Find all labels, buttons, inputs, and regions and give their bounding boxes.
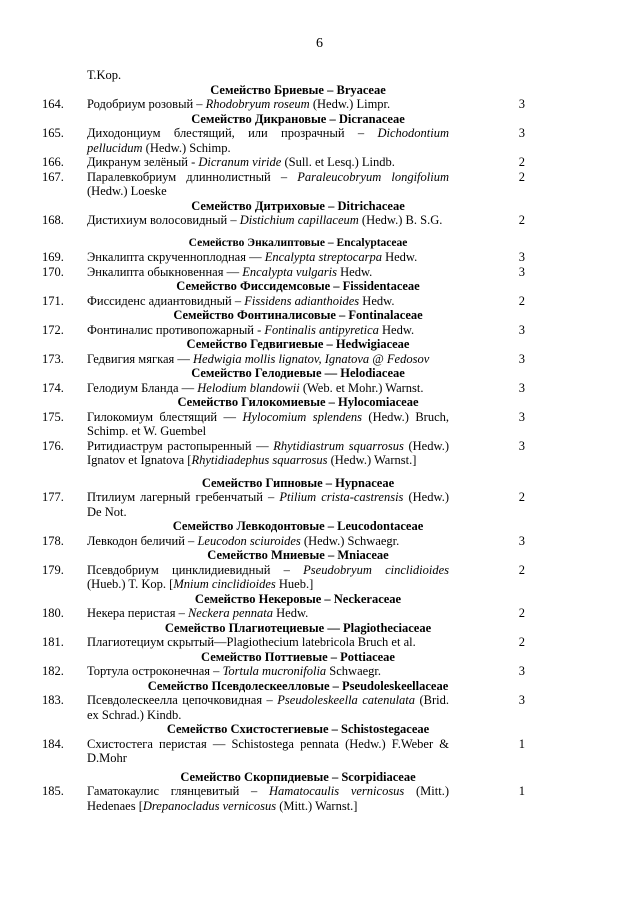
text-run: Плагиотециум скрытый—Plagiothecium latebricola Bruch et al. bbox=[87, 635, 416, 649]
family-heading: Семейство Левкодонтовые – Leucodontaceae bbox=[172, 519, 424, 533]
entry-number: 169. bbox=[42, 250, 64, 264]
species-name bbox=[87, 606, 449, 621]
latin-name: Fissidens adianthoides bbox=[244, 293, 360, 308]
species-entry bbox=[0, 352, 639, 367]
species-name bbox=[87, 250, 449, 265]
text-run: (Hedw.) Limpr. bbox=[309, 97, 391, 111]
category-value: 3 bbox=[518, 664, 525, 678]
latin-name: Pseudoleskeella catenulata bbox=[277, 693, 416, 707]
species-entry bbox=[0, 490, 639, 519]
text-run: Фиссиденс адиантовидный – bbox=[87, 293, 245, 308]
family-heading: Семейство Гипновые – Hypnaceae bbox=[201, 475, 395, 490]
species-entry bbox=[0, 410, 639, 439]
text-run: (Hedw.) Schimp. bbox=[142, 140, 231, 155]
category-value: 3 bbox=[518, 126, 525, 140]
category-value: 2 bbox=[518, 562, 525, 577]
text-run: Схистостега перистая — Schistostega pennata (Hedw.) F.Weber & D.Mohr bbox=[87, 736, 449, 765]
text-run: Энкалипта скрученноплодная — bbox=[87, 250, 265, 264]
family-heading: Семейство Гелодиевые — Helodiaceae bbox=[191, 366, 405, 380]
text-run: Диходонциум блестящий, или прозрачный – bbox=[87, 126, 378, 140]
species-entry bbox=[0, 155, 639, 170]
entry-number: 165. bbox=[42, 126, 64, 140]
species-name bbox=[87, 352, 449, 367]
category-value: 3 bbox=[518, 250, 525, 264]
text-run: (Mitt.) Warnst.] bbox=[276, 798, 358, 813]
family-heading: Семейство Фонтиналисовые – Fontinalaceae bbox=[173, 308, 423, 322]
spacer bbox=[0, 228, 639, 236]
species-name bbox=[87, 784, 449, 813]
text-run: Дистихиум волосовидный – bbox=[87, 213, 240, 227]
latin-name: Mnium cinclidioides bbox=[173, 577, 276, 591]
species-entry bbox=[0, 323, 639, 338]
latin-name: Dichodontium pellucidum bbox=[87, 126, 449, 155]
species-name bbox=[87, 381, 449, 396]
text-run: Паралевкобриум длиннолистный – bbox=[87, 169, 298, 184]
latin-name: Ptilium crista-castrensis bbox=[279, 490, 404, 504]
text-run: Энкалипта обыкновенная — bbox=[87, 264, 243, 279]
text-run: (Hedw.) Loeske bbox=[87, 184, 167, 198]
category-value: 3 bbox=[518, 97, 525, 111]
entry-number: 168. bbox=[42, 213, 64, 227]
species-entry bbox=[0, 170, 639, 199]
text-run: (Hedw.) Warnst.] bbox=[327, 453, 417, 467]
spacer bbox=[0, 468, 639, 476]
category-value: 2 bbox=[518, 293, 525, 308]
entry-number: 183. bbox=[42, 693, 64, 707]
species-name bbox=[87, 410, 449, 439]
category-value: 3 bbox=[518, 533, 525, 548]
entry-number: 182. bbox=[42, 664, 64, 678]
category-value: 3 bbox=[518, 264, 525, 279]
family-heading: Семейство Псевдолескеелловые – Pseudoleskeellaceae bbox=[147, 678, 449, 693]
text-run: (Sull. et Lesq.) Lindb. bbox=[281, 155, 395, 169]
text-run: (Hedw.) Schwaegr. bbox=[300, 533, 400, 548]
text-run: Фонтиналис противопожарный - bbox=[87, 322, 265, 337]
text-run: (Hedw.) Bruch, Schimp. et W. Guembel bbox=[87, 409, 449, 438]
entry-number: 170. bbox=[42, 264, 64, 279]
species-name bbox=[87, 490, 449, 519]
text-run: Гедвигия мягкая — bbox=[87, 351, 194, 366]
family-heading: Семейство Схистостегиевые – Schistostegaceae bbox=[166, 722, 430, 736]
species-entry bbox=[0, 265, 639, 280]
family-heading: Семейство Мниевые – Mniaceae bbox=[207, 548, 389, 562]
text-run: Родобриум розовый – bbox=[87, 97, 206, 111]
species-name bbox=[87, 170, 449, 199]
entry-number: 171. bbox=[42, 293, 64, 308]
species-entry bbox=[0, 563, 639, 592]
species-entry bbox=[0, 126, 639, 155]
text-run: (Mitt.) Hedenaes [ bbox=[87, 784, 449, 813]
category-value: 2 bbox=[518, 606, 525, 620]
species-entry bbox=[0, 606, 639, 621]
latin-name: Drepanocladus vernicosus bbox=[142, 798, 277, 813]
text-run: Hedw. bbox=[381, 250, 418, 264]
species-name bbox=[87, 563, 449, 592]
latin-name: Encalypta streptocarpa bbox=[264, 250, 382, 264]
text-run: Некера перистая – bbox=[87, 606, 188, 620]
species-entry bbox=[0, 693, 639, 722]
text-run: Hedw. bbox=[337, 264, 373, 279]
family-heading: Семейство Плагиотециевые — Plagiotheciaceae bbox=[164, 620, 432, 635]
entry-number: 166. bbox=[42, 155, 64, 169]
latin-name: Rhytidiastrum squarrosus bbox=[273, 438, 404, 453]
category-value: 3 bbox=[518, 322, 525, 337]
category-value: 2 bbox=[518, 169, 525, 184]
species-name bbox=[87, 294, 449, 309]
entry-number: 180. bbox=[42, 606, 64, 620]
category-value: 2 bbox=[518, 213, 525, 227]
entry-number: 179. bbox=[42, 562, 64, 577]
text-run: (Hedw.) B. S.G. bbox=[358, 213, 443, 227]
latin-name: Tortula mucronifolia bbox=[222, 664, 327, 678]
species-entry bbox=[0, 250, 639, 265]
continuation-text bbox=[87, 68, 509, 83]
family-heading: Семейство Поттиевые – Pottiaceae bbox=[201, 649, 395, 664]
latin-name: Distichium capillaceum bbox=[239, 213, 359, 227]
species-entry bbox=[0, 534, 639, 549]
family-heading: Семейство Дитриховые – Ditrichaceae bbox=[191, 198, 405, 213]
species-list bbox=[0, 68, 639, 813]
species-entry bbox=[0, 213, 639, 228]
latin-name: Rhodobryum roseum bbox=[205, 97, 310, 111]
species-name bbox=[87, 439, 449, 468]
family-heading: Семейство Фиссидемсовые – Fissidentaceae bbox=[176, 279, 420, 293]
text-run: Hedw. bbox=[378, 322, 415, 337]
family-heading: Семейство Гедвигиевые – Hedwigiaceae bbox=[186, 337, 410, 351]
latin-name: Fontinalis antipyretica bbox=[264, 322, 379, 337]
text-run: Schwaegr. bbox=[326, 664, 382, 678]
text-run: Гаматокаулис глянцевитый – bbox=[87, 784, 269, 798]
text-run: Hedw. bbox=[273, 606, 309, 620]
latin-name: Hamatocaulis vernicosus bbox=[268, 784, 405, 798]
text-run: Ритидиаструм растопыренный — bbox=[87, 438, 274, 453]
text-run: (Brid. ex Schrad.) Kindb. bbox=[87, 693, 450, 722]
species-name bbox=[87, 534, 449, 549]
text-run: Птилиум лагерный гребенчатый – bbox=[87, 490, 280, 504]
species-entry bbox=[0, 294, 639, 309]
latin-name: Paraleucobryum longifolium bbox=[297, 169, 450, 184]
page-number: 6 bbox=[316, 36, 323, 51]
latin-name: Hylocomium splendens bbox=[242, 409, 363, 424]
latin-name: Dicranum viride bbox=[198, 155, 282, 169]
text-run: Hueb.] bbox=[275, 577, 314, 591]
category-value: 3 bbox=[518, 693, 525, 707]
family-heading: Семейство Гилокомиевые – Hylocomiaceae bbox=[177, 395, 419, 409]
latin-name: Rhytidiadephus squarrosus bbox=[191, 453, 328, 467]
species-name bbox=[87, 126, 449, 155]
species-entry bbox=[0, 635, 639, 650]
entry-number: 167. bbox=[42, 169, 64, 184]
category-value: 3 bbox=[518, 409, 525, 424]
species-name bbox=[87, 737, 449, 766]
species-name bbox=[87, 323, 449, 338]
species-name bbox=[87, 265, 449, 280]
entry-number: 172. bbox=[42, 322, 64, 337]
text-run: Дикранум зелёный - bbox=[87, 155, 199, 169]
category-value: 2 bbox=[518, 490, 525, 504]
species-entry bbox=[0, 381, 639, 396]
text-run: Гилокомиум блестящий — bbox=[87, 409, 243, 424]
species-name bbox=[87, 664, 449, 679]
text-run: (Hueb.) T. Kop. [ bbox=[87, 577, 174, 591]
family-heading: Семейство Дикрановые – Dicranaceae bbox=[191, 111, 405, 126]
species-entry bbox=[0, 784, 639, 813]
family-heading: Семейство Некеровые – Neckeraceae bbox=[194, 591, 402, 606]
category-value: 3 bbox=[518, 438, 525, 453]
category-value: 2 bbox=[518, 635, 525, 649]
entry-number: 176. bbox=[42, 438, 64, 453]
species-entry bbox=[0, 737, 639, 766]
species-entry bbox=[0, 439, 639, 468]
entry-number: 173. bbox=[42, 351, 64, 366]
latin-name: Leucodon sciuroides bbox=[197, 533, 301, 548]
text-run: Тортула остроконечная – bbox=[87, 664, 223, 678]
text-run: Hedw. bbox=[359, 293, 395, 308]
text-run: (Hedw.) De Not. bbox=[87, 490, 449, 519]
text-run: Псевдолескеелла цепочковидная – bbox=[87, 693, 278, 707]
category-value: 1 bbox=[518, 736, 525, 751]
latin-name: Encalypta vulgaris bbox=[242, 264, 337, 279]
entry-number: 175. bbox=[42, 409, 64, 424]
family-heading: Семейство Скорпидиевые – Scorpidiaceae bbox=[180, 769, 416, 784]
category-value: 2 bbox=[518, 155, 525, 169]
latin-name: Pseudobryum cinclidioides bbox=[303, 562, 449, 577]
latin-name: Helodium blandowii bbox=[197, 380, 300, 395]
family-heading: Семейство Энкалиптовые – Encalyptaceae bbox=[188, 236, 408, 249]
text-run: Левкодон беличий – bbox=[87, 533, 198, 548]
text-run: Т.Kop. bbox=[87, 68, 122, 82]
text-run: Псевдобриум цинклидиевидный – bbox=[87, 562, 304, 577]
species-entry bbox=[0, 97, 639, 112]
entry-number: 185. bbox=[42, 784, 64, 798]
latin-name: Hedwigia mollis lignatov, Ignatova @ Fedosov bbox=[193, 351, 430, 366]
text-run: (Web. et Mohr.) Warnst. bbox=[299, 380, 424, 395]
category-value: 3 bbox=[518, 351, 525, 366]
text-run: Гелодиум Бланда — bbox=[87, 380, 198, 395]
entry-number: 177. bbox=[42, 490, 64, 504]
family-heading: Семейство Бриевые – Bryaceae bbox=[210, 82, 386, 97]
entry-number: 184. bbox=[42, 736, 64, 751]
category-value: 1 bbox=[518, 784, 525, 798]
latin-name: Neckera pennata bbox=[187, 606, 273, 620]
species-name bbox=[87, 693, 449, 722]
species-name bbox=[87, 635, 449, 650]
entry-number: 178. bbox=[42, 533, 64, 548]
text-run: (Hedw.) Ignatov et Ignatova [ bbox=[87, 438, 449, 467]
entry-number: 174. bbox=[42, 380, 64, 395]
species-name bbox=[87, 213, 449, 228]
species-name bbox=[87, 155, 449, 170]
entry-number: 181. bbox=[42, 635, 64, 649]
entry-number: 164. bbox=[42, 97, 64, 111]
species-entry bbox=[0, 664, 639, 679]
species-name bbox=[87, 97, 449, 112]
category-value: 3 bbox=[518, 380, 525, 395]
